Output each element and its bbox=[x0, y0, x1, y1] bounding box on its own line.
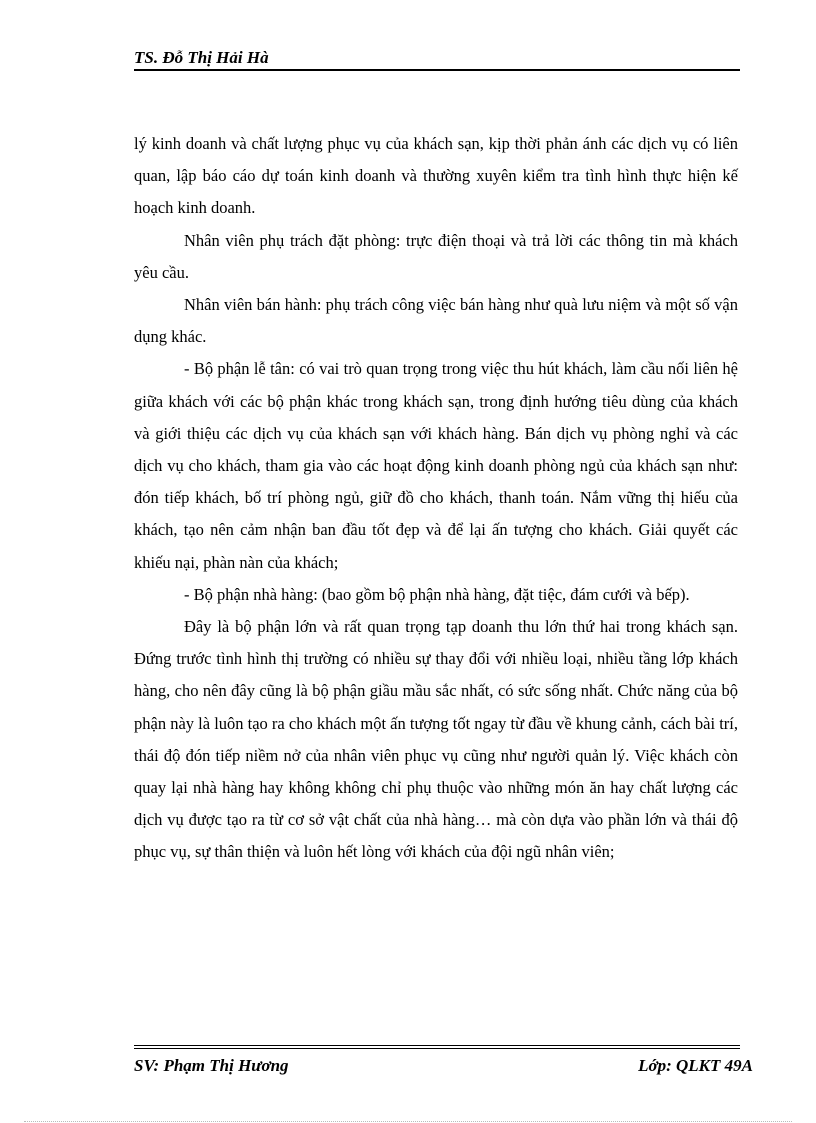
footer-class: Lớp: QLKT 49A bbox=[638, 1056, 753, 1075]
paragraph-booking-staff: Nhân viên phụ trách đặt phòng: trực điện thoại và trả lời các thông tin mà khách yêu cầu. bbox=[134, 230, 738, 282]
header-rule bbox=[134, 69, 740, 71]
document-body bbox=[134, 128, 738, 869]
paragraph-restaurant-detail: Đây là bộ phận lớn và rất quan trọng tạp doanh thu lớn thứ hai trong khách sạn. Đứng trước tình hình thị trường có nhiều sự thay đổi với nhiều loại, nhiều tầng lớp khách hàng, cho nên đây cũng là bộ phận giầu mầu sắc nhất, có sức sống nhất. Chức năng của bộ phận này là luôn tạo ra cho khách một ấn tượng tốt ngay từ đầu về khung cảnh, cách bài trí, thái độ đón tiếp niềm nở của nhân viên phục vụ cũng như người quản lý. Việc khách còn quay lại nhà hàng hay không không chỉ phụ thuộc vào những món ăn hay chất lượng các dịch vụ được tạo ra từ cơ sở vật chất của nhà hàng… mà còn dựa vào phần lớn và thái độ phục vụ, sự thân thiện và luôn hết lòng với khách của đội ngũ nhân viên; bbox=[134, 617, 738, 862]
paragraph-reception: - Bộ phận lễ tân: có vai trò quan trọng trong việc thu hút khách, làm cầu nối liên hệ giữa khách với các bộ phận khác trong khách sạn, trong định hướng tiêu dùng của khách và giới thiệu các dịch vụ của khách sạn với khách hàng. Bán dịch vụ phòng nghỉ và các dịch vụ cho khách, tham gia vào các hoạt động kinh doanh phòng ngủ của khách sạn như: đón tiếp khách, bố trí phòng ngủ, giữ đồ cho khách, thanh toán. Nắm vững thị hiếu của khách, tạo nên cảm nhận ban đầu tốt đẹp và để lại ấn tượng cho khách. Giải quyết các khiếu nại, phàn nàn của khách; bbox=[134, 359, 738, 572]
paragraph-restaurant: - Bộ phận nhà hàng: (bao gồm bộ phận nhà hàng, đặt tiệc, đám cưới và bếp). bbox=[184, 584, 690, 604]
footer-rule bbox=[134, 1045, 740, 1049]
page-edge-divider bbox=[24, 1121, 792, 1122]
paragraph-sales-staff: Nhân viên bán hành: phụ trách công việc bán hàng như quà lưu niệm và một số vận dụng khác. bbox=[134, 295, 738, 347]
paragraph-continuation: lý kinh doanh và chất lượng phục vụ của khách sạn, kịp thời phản ánh các dịch vụ có liên quan, lập báo cáo dự toán kinh doanh và thường xuyên kiểm tra tình hình thực hiện kế hoạch kinh doanh. bbox=[134, 134, 738, 218]
footer-student: SV: Phạm Thị Hương bbox=[134, 1056, 289, 1075]
page-header-author: TS. Đỗ Thị Hải Hà bbox=[134, 48, 269, 67]
